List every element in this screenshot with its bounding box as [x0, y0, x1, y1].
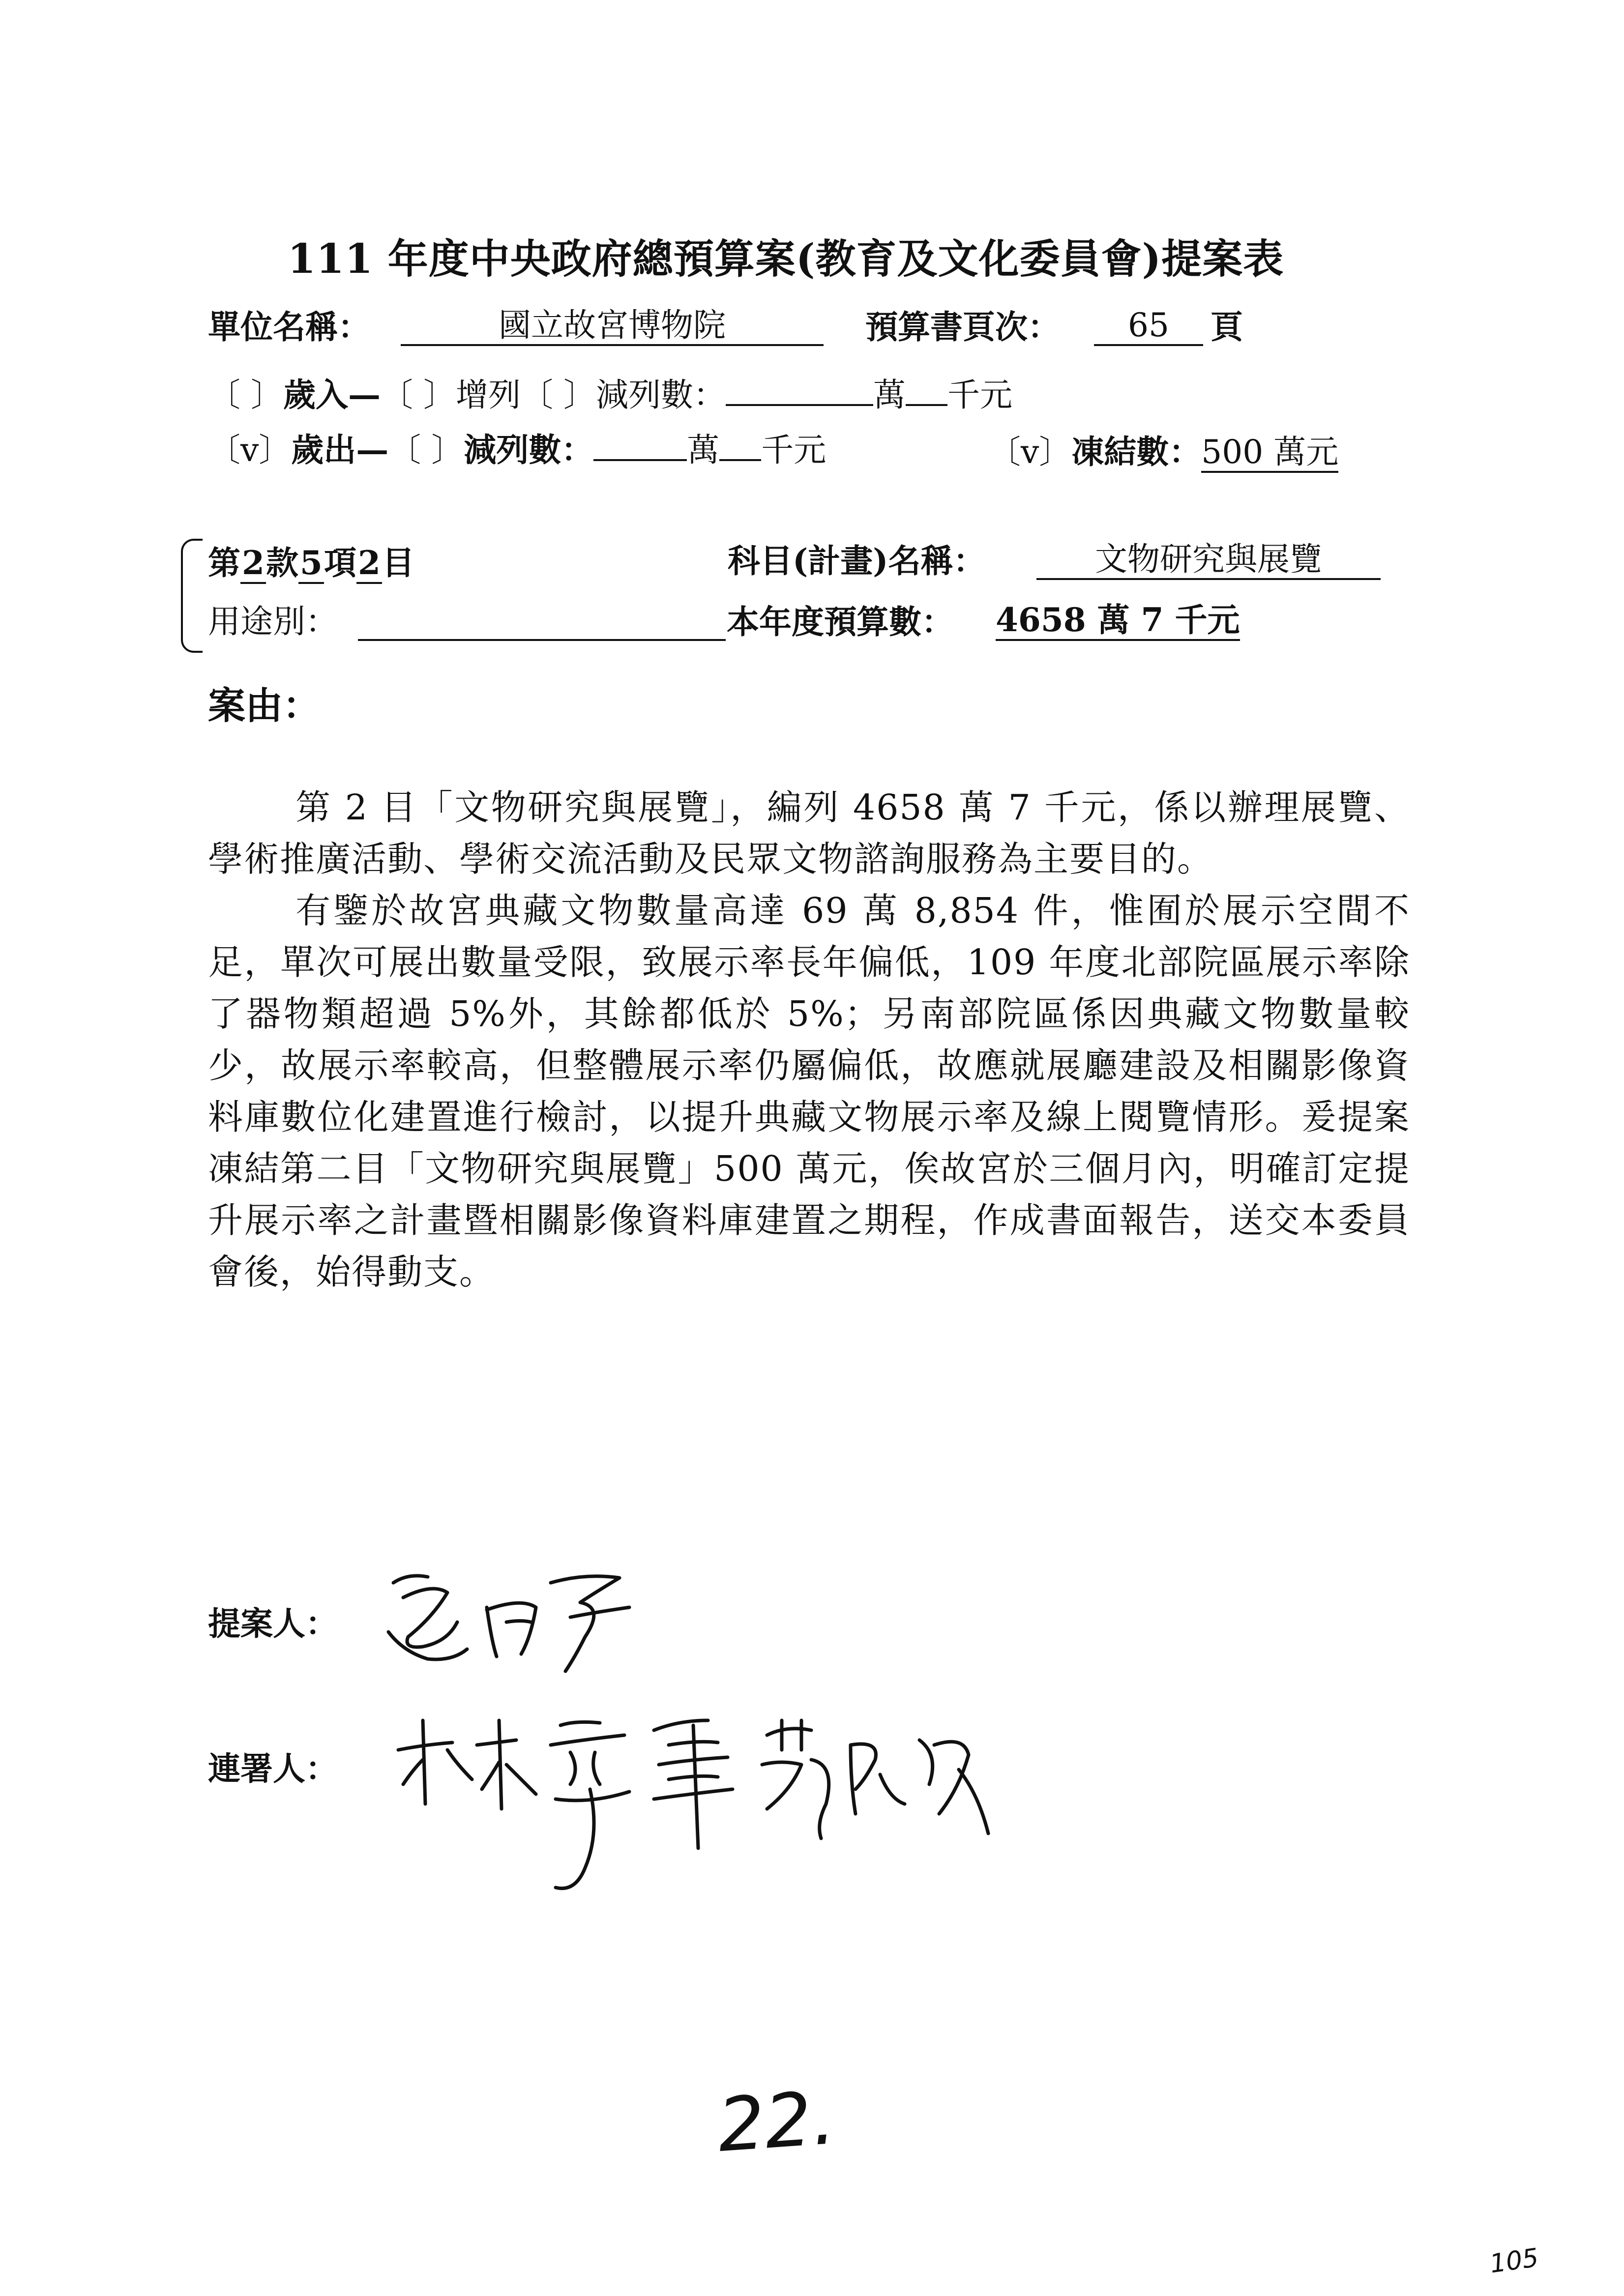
revenue-label: 歲入—: [283, 376, 381, 414]
expenditure-qian-blank: [719, 459, 761, 461]
revenue-add-checkbox: 〔 〕: [380, 376, 456, 414]
mu-value: 2: [356, 545, 382, 584]
proposer-label: 提案人：: [208, 1604, 338, 1643]
revenue-wan-unit: 萬: [873, 376, 906, 414]
item-code: [208, 545, 414, 584]
handwritten-number: 22.: [715, 2075, 838, 2169]
revenue-checkbox: 〔 〕: [208, 376, 283, 414]
freeze-value: 500 萬元: [1201, 434, 1338, 473]
freeze-checkbox: 〔v〕: [988, 433, 1072, 471]
revenue-sub-label: 減列數：: [595, 376, 726, 414]
expenditure-wan-blank: [593, 459, 687, 461]
subject-label: 科目(計畫)名稱：: [728, 542, 986, 580]
kuan-unit: 款: [266, 544, 298, 582]
expenditure-sub-label: 減列數：: [464, 431, 594, 469]
revenue-wan-blank: [726, 404, 873, 406]
unit-label: 單位名稱：: [208, 308, 370, 346]
kuan-label: 第: [208, 544, 240, 582]
kuan-value: 2: [240, 545, 266, 584]
expenditure-wan-unit: 萬: [687, 431, 720, 469]
revenue-row: [208, 376, 1012, 414]
usage-label: 用途別：: [208, 603, 338, 640]
form-title: 111 年度中央政府總預算案(教育及文化委員會)提案表: [288, 235, 1284, 283]
revenue-qian-unit: 千元: [947, 376, 1012, 414]
page-number: 105: [1488, 2243, 1540, 2279]
proposer-signature: [374, 1563, 669, 1676]
annual-budget-field: [996, 602, 1240, 641]
cosigner-label: 連署人：: [208, 1749, 338, 1788]
expenditure-row: [208, 431, 827, 469]
unit-value: 國立故宮博物院: [401, 307, 824, 346]
reason-paragraph: 有鑒於故宮典藏文物數量高達 69 萬 8,854 件，惟囿於展示空間不足，單次可展出數量受限，致展示率長年偏低，109 年度北部院區展示率除了器物類超過 5%外，其餘都低於 5%；另南部院區係因典藏文物數量較少，故展示率較高，但整體展示率仍屬偏低，故應就展廳建設及相關影像資料庫數位化建置進行檢討，以提升典藏文物展示率及線上閱覽情形。爰提案凍結第二目「文物研究與展覽」500 萬元，俟故宮於三個月內，明確訂定提升展示率之計畫暨相關影像資料庫建置之期程，作成書面報告，送交本委員會後，始得動支。: [208, 890, 1410, 1292]
xiang-value: 5: [298, 545, 324, 584]
expenditure-qian-unit: 千元: [761, 431, 827, 469]
expenditure-sub-checkbox: 〔 〕: [388, 431, 464, 469]
usage-blank: [358, 602, 726, 641]
freeze-row: [988, 434, 1338, 473]
revenue-sub-checkbox: 〔 〕: [520, 376, 596, 414]
reason-paragraph: 第 2 目「文物研究與展覽」，編列 4658 萬 7 千元，係以辦理展覽、學術推廣活動、學術交流活動及民眾文物諮詢服務為主要目的。: [208, 787, 1410, 879]
usage-field: [358, 602, 726, 641]
expenditure-checkbox: 〔v〕: [208, 431, 292, 469]
budget-page-field: [1094, 307, 1203, 346]
reason-label: 案由：: [208, 684, 320, 727]
cosigner-signatures: [393, 1706, 1008, 1927]
subject-value: 文物研究與展覽: [1036, 541, 1381, 580]
reason-body: [208, 782, 1410, 1298]
budget-page-suffix: 頁: [1211, 308, 1243, 346]
revenue-add-label: 增列: [455, 376, 521, 414]
budget-page-label: 預算書頁次：: [865, 308, 1060, 346]
budget-page-value: 65: [1094, 307, 1203, 346]
subject-field: [1036, 541, 1381, 580]
expenditure-label: 歲出—: [291, 431, 389, 469]
unit-value-field: [401, 307, 824, 346]
mu-unit: 目: [382, 544, 414, 582]
annual-budget-value: 4658 萬 7 千元: [996, 602, 1240, 641]
xiang-unit: 項: [324, 544, 356, 582]
revenue-qian-blank: [906, 404, 947, 406]
annual-budget-label: 本年度預算數：: [727, 603, 954, 641]
item-bracket: [181, 539, 203, 653]
freeze-label: 凍結數：: [1071, 433, 1202, 471]
